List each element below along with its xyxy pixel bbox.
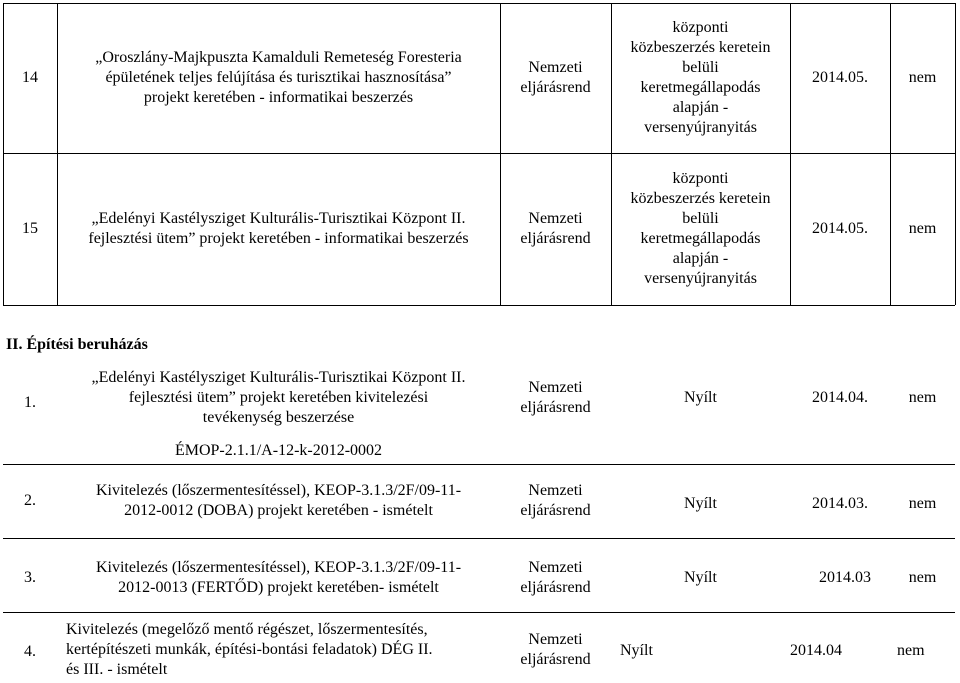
flag-cell [890, 565, 955, 591]
row-number [3, 385, 57, 421]
row-number-text: 4. [24, 643, 36, 660]
date-cell [790, 491, 890, 517]
row-divider [3, 612, 955, 613]
date-text: 2014.03 [819, 569, 871, 586]
row-divider [3, 464, 955, 465]
procedure-cell [500, 556, 611, 600]
row-number-text: 15 [22, 220, 38, 237]
date-cell [790, 565, 900, 591]
row-number-text: 1. [24, 394, 36, 411]
flag-cell [890, 385, 955, 411]
procurement-type-cell [611, 565, 790, 591]
project-code-text: ÉMOP-2.1.1/A-12-k-2012-0002 [174, 442, 383, 459]
procurement-title [66, 618, 506, 682]
date-cell [790, 3, 890, 153]
project-code [57, 440, 500, 462]
row-number [3, 634, 57, 670]
procurement-title-text: „Edelényi Kastélysziget Kulturális-Turisztikai Központ II. fejlesztési ütem” projekt keretében kivitelezési tevékenység beszerzése [91, 369, 466, 426]
flag-cell [890, 153, 955, 305]
row-number [3, 483, 57, 519]
procurement-type-cell [611, 3, 790, 153]
procurement-type-text: központi közbeszerzés keretein belüli keretmegállapodás alapján - versenyújranyitás [630, 19, 771, 136]
row-number-text: 3. [24, 569, 36, 586]
procurement-type-cell [620, 638, 720, 664]
procedure-cell [500, 375, 611, 421]
procurement-type-text: központi közbeszerzés keretein belüli keretmegállapodás alapján - versenyújranyitás [630, 170, 771, 287]
procedure-cell [500, 3, 611, 153]
date-text: 2014.05. [812, 220, 868, 237]
procurement-type-text: Nyílt [684, 569, 717, 586]
flag-text: nem [908, 69, 937, 86]
flag-cell [897, 638, 955, 664]
row-number [3, 560, 57, 596]
date-cell [790, 385, 890, 411]
procurement-title [57, 556, 500, 600]
procurement-title-text: „Oroszlány-Majkpuszta Kamalduli Remeteség Foresteria épületének teljes felújítása és turisztikai hasznosítása” projekt keretében - informatikai beszerzés [95, 49, 462, 106]
procurement-type-cell [611, 491, 790, 517]
procurement-title [57, 153, 500, 305]
procedure-cell [500, 628, 611, 672]
procedure-text: Nemzeti eljárásrend [520, 559, 591, 596]
flag-text: nem [908, 389, 937, 406]
flag-text: nem [908, 220, 937, 237]
section-heading [6, 334, 406, 356]
row-divider [3, 538, 955, 539]
date-text: 2014.03. [812, 495, 868, 512]
date-cell [790, 153, 890, 305]
procedure-text: Nemzeti eljárásrend [520, 631, 591, 668]
row-number-text: 2. [24, 492, 36, 509]
date-cell [790, 638, 880, 664]
procurement-title-text: Kivitelezés (lőszermentesítéssel), KEOP-3.1.3/2F/09-11- 2012-0013 (FERTŐD) projekt keretében- ismételt [95, 559, 462, 596]
procurement-title-text: Kivitelezés (lőszermentesítéssel), KEOP-3.1.3/2F/09-11- 2012-0012 (DOBA) projekt keretében - ismételt [95, 482, 462, 519]
date-text: 2014.04 [790, 642, 842, 659]
procurement-type-text: Nyílt [620, 642, 653, 659]
procurement-type-text: Nyílt [684, 495, 717, 512]
procedure-text: Nemzeti eljárásrend [520, 210, 591, 247]
flag-cell [890, 491, 955, 517]
flag-text: nem [908, 569, 937, 586]
flag-text: nem [908, 495, 937, 512]
flag-cell [890, 3, 955, 153]
procedure-cell [500, 153, 611, 305]
procurement-title [57, 366, 500, 430]
flag-text: nem [897, 642, 925, 659]
date-text: 2014.05. [812, 69, 868, 86]
date-text: 2014.04. [812, 389, 868, 406]
procurement-title-text: „Edelényi Kastélysziget Kulturális-Turisztikai Központ II. fejlesztési ütem” projekt keretében - informatikai beszerzés [88, 210, 469, 247]
procurement-title-text: Kivitelezés (megelőző mentő régészet, lőszermentesítés, kertépítészeti munkák, építési-bontási feladatok) DÉG II. és III. - ismételt [66, 621, 433, 678]
procedure-text: Nemzeti eljárásrend [520, 59, 591, 96]
procedure-text: Nemzeti eljárásrend [520, 379, 591, 416]
section-heading-text: II. Építési beruházás [6, 336, 148, 353]
procurement-type-cell [611, 385, 790, 411]
table-border-right [955, 3, 956, 305]
row-number-text: 14 [22, 69, 38, 86]
procedure-cell [500, 479, 611, 523]
row-divider [3, 305, 955, 306]
procurement-type-cell [611, 153, 790, 305]
procurement-title [57, 479, 500, 523]
row-number [3, 3, 57, 153]
row-number [3, 153, 57, 305]
procurement-type-text: Nyílt [684, 389, 717, 406]
procurement-title [57, 3, 500, 153]
procedure-text: Nemzeti eljárásrend [520, 482, 591, 519]
